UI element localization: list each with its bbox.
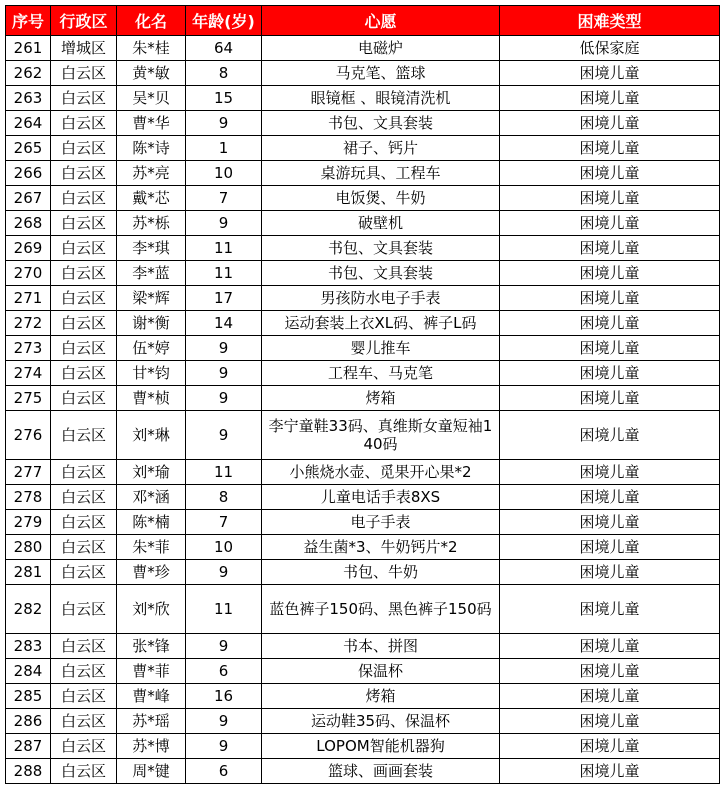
cell-wish: 烤箱 <box>262 684 500 709</box>
table-row <box>6 585 720 634</box>
cell-no: 288 <box>6 759 51 784</box>
wish-list-table <box>5 5 720 784</box>
table-row <box>6 386 720 411</box>
cell-district: 白云区 <box>51 460 117 485</box>
cell-no: 286 <box>6 709 51 734</box>
cell-wish: 运动套装上衣XL码、裤子L码 <box>262 311 500 336</box>
cell-age: 9 <box>186 386 262 411</box>
table-row <box>6 111 720 136</box>
cell-type: 困境儿童 <box>500 734 720 759</box>
cell-type: 困境儿童 <box>500 634 720 659</box>
table-row <box>6 336 720 361</box>
table-row <box>6 211 720 236</box>
cell-type: 困境儿童 <box>500 361 720 386</box>
cell-district: 白云区 <box>51 510 117 535</box>
cell-no: 266 <box>6 161 51 186</box>
cell-wish: 烤箱 <box>262 386 500 411</box>
cell-name: 周*键 <box>117 759 186 784</box>
cell-wish: 电子手表 <box>262 510 500 535</box>
cell-type: 困境儿童 <box>500 560 720 585</box>
cell-name: 陈*楠 <box>117 510 186 535</box>
cell-no: 279 <box>6 510 51 535</box>
header-district: 行政区 <box>51 6 117 36</box>
cell-wish: 电磁炉 <box>262 36 500 61</box>
cell-no: 281 <box>6 560 51 585</box>
table-row <box>6 659 720 684</box>
header-age: 年龄(岁) <box>186 6 262 36</box>
cell-district: 白云区 <box>51 634 117 659</box>
cell-no: 276 <box>6 411 51 460</box>
header-wish: 心愿 <box>262 6 500 36</box>
cell-district: 白云区 <box>51 585 117 634</box>
cell-wish: LOPOM智能机器狗 <box>262 734 500 759</box>
cell-name: 梁*辉 <box>117 286 186 311</box>
cell-name: 苏*亮 <box>117 161 186 186</box>
cell-no: 282 <box>6 585 51 634</box>
table-row <box>6 36 720 61</box>
cell-age: 11 <box>186 261 262 286</box>
cell-age: 9 <box>186 634 262 659</box>
cell-age: 8 <box>186 485 262 510</box>
cell-age: 9 <box>186 361 262 386</box>
cell-wish: 电饭煲、牛奶 <box>262 186 500 211</box>
cell-name: 戴*芯 <box>117 186 186 211</box>
cell-age: 9 <box>186 336 262 361</box>
cell-district: 白云区 <box>51 485 117 510</box>
cell-name: 曹*菲 <box>117 659 186 684</box>
cell-no: 261 <box>6 36 51 61</box>
cell-district: 增城区 <box>51 36 117 61</box>
cell-district: 白云区 <box>51 61 117 86</box>
cell-age: 7 <box>186 186 262 211</box>
cell-type: 困境儿童 <box>500 386 720 411</box>
table-row <box>6 634 720 659</box>
cell-type: 低保家庭 <box>500 36 720 61</box>
cell-district: 白云区 <box>51 136 117 161</box>
cell-type: 困境儿童 <box>500 709 720 734</box>
cell-type: 困境儿童 <box>500 236 720 261</box>
cell-district: 白云区 <box>51 684 117 709</box>
cell-no: 265 <box>6 136 51 161</box>
cell-age: 16 <box>186 684 262 709</box>
cell-age: 9 <box>186 709 262 734</box>
cell-no: 262 <box>6 61 51 86</box>
cell-wish: 裙子、钙片 <box>262 136 500 161</box>
table-row <box>6 311 720 336</box>
cell-name: 甘*钧 <box>117 361 186 386</box>
cell-district: 白云区 <box>51 111 117 136</box>
cell-type: 困境儿童 <box>500 261 720 286</box>
cell-wish: 破壁机 <box>262 211 500 236</box>
cell-no: 267 <box>6 186 51 211</box>
cell-name: 刘*琳 <box>117 411 186 460</box>
cell-no: 285 <box>6 684 51 709</box>
cell-age: 9 <box>186 734 262 759</box>
cell-no: 284 <box>6 659 51 684</box>
cell-district: 白云区 <box>51 759 117 784</box>
cell-no: 274 <box>6 361 51 386</box>
cell-wish: 运动鞋35码、保温杯 <box>262 709 500 734</box>
cell-name: 陈*诗 <box>117 136 186 161</box>
cell-no: 273 <box>6 336 51 361</box>
cell-wish: 保温杯 <box>262 659 500 684</box>
cell-name: 伍*婷 <box>117 336 186 361</box>
cell-name: 黄*敏 <box>117 61 186 86</box>
cell-district: 白云区 <box>51 186 117 211</box>
table-row <box>6 186 720 211</box>
cell-district: 白云区 <box>51 734 117 759</box>
cell-wish: 儿童电话手表8XS <box>262 485 500 510</box>
table-row <box>6 61 720 86</box>
table-row <box>6 236 720 261</box>
cell-district: 白云区 <box>51 86 117 111</box>
cell-age: 11 <box>186 460 262 485</box>
cell-name: 曹*华 <box>117 111 186 136</box>
table-row <box>6 485 720 510</box>
cell-type: 困境儿童 <box>500 411 720 460</box>
table-row <box>6 709 720 734</box>
table-row <box>6 684 720 709</box>
cell-no: 272 <box>6 311 51 336</box>
cell-age: 11 <box>186 585 262 634</box>
cell-no: 263 <box>6 86 51 111</box>
cell-type: 困境儿童 <box>500 659 720 684</box>
cell-no: 271 <box>6 286 51 311</box>
cell-wish: 李宁童鞋33码、真维斯女童短袖140码 <box>262 411 500 460</box>
cell-name: 刘*欣 <box>117 585 186 634</box>
cell-wish: 书包、文具套装 <box>262 261 500 286</box>
header-no: 序号 <box>6 6 51 36</box>
cell-district: 白云区 <box>51 286 117 311</box>
cell-wish: 书本、拼图 <box>262 634 500 659</box>
cell-age: 1 <box>186 136 262 161</box>
header-type: 困难类型 <box>500 6 720 36</box>
cell-type: 困境儿童 <box>500 286 720 311</box>
cell-name: 张*锋 <box>117 634 186 659</box>
cell-wish: 书包、牛奶 <box>262 560 500 585</box>
cell-age: 9 <box>186 111 262 136</box>
cell-no: 264 <box>6 111 51 136</box>
table-row <box>6 86 720 111</box>
cell-name: 朱*菲 <box>117 535 186 560</box>
table-row <box>6 734 720 759</box>
table-header <box>6 6 720 36</box>
cell-district: 白云区 <box>51 361 117 386</box>
cell-no: 283 <box>6 634 51 659</box>
cell-name: 谢*衡 <box>117 311 186 336</box>
cell-no: 269 <box>6 236 51 261</box>
cell-age: 15 <box>186 86 262 111</box>
cell-type: 困境儿童 <box>500 460 720 485</box>
cell-no: 270 <box>6 261 51 286</box>
cell-type: 困境儿童 <box>500 485 720 510</box>
cell-age: 64 <box>186 36 262 61</box>
cell-district: 白云区 <box>51 161 117 186</box>
cell-wish: 书包、文具套装 <box>262 111 500 136</box>
cell-age: 17 <box>186 286 262 311</box>
cell-type: 困境儿童 <box>500 211 720 236</box>
cell-name: 邓*涵 <box>117 485 186 510</box>
cell-name: 朱*桂 <box>117 36 186 61</box>
cell-district: 白云区 <box>51 535 117 560</box>
cell-name: 苏*栎 <box>117 211 186 236</box>
cell-type: 困境儿童 <box>500 311 720 336</box>
cell-no: 287 <box>6 734 51 759</box>
cell-district: 白云区 <box>51 311 117 336</box>
cell-type: 困境儿童 <box>500 510 720 535</box>
cell-type: 困境儿童 <box>500 535 720 560</box>
cell-type: 困境儿童 <box>500 186 720 211</box>
cell-name: 苏*瑶 <box>117 709 186 734</box>
cell-type: 困境儿童 <box>500 86 720 111</box>
cell-age: 10 <box>186 161 262 186</box>
cell-district: 白云区 <box>51 560 117 585</box>
table-row <box>6 261 720 286</box>
cell-age: 7 <box>186 510 262 535</box>
cell-no: 277 <box>6 460 51 485</box>
cell-age: 14 <box>186 311 262 336</box>
cell-type: 困境儿童 <box>500 161 720 186</box>
cell-name: 苏*博 <box>117 734 186 759</box>
cell-name: 吴*贝 <box>117 86 186 111</box>
cell-district: 白云区 <box>51 386 117 411</box>
cell-wish: 眼镜框 、眼镜清洗机 <box>262 86 500 111</box>
cell-wish: 马克笔、篮球 <box>262 61 500 86</box>
table-row <box>6 161 720 186</box>
cell-name: 李*蓝 <box>117 261 186 286</box>
table-row <box>6 560 720 585</box>
cell-name: 刘*瑜 <box>117 460 186 485</box>
cell-wish: 益生菌*3、牛奶钙片*2 <box>262 535 500 560</box>
cell-wish: 桌游玩具、工程车 <box>262 161 500 186</box>
cell-name: 曹*桢 <box>117 386 186 411</box>
table-row <box>6 136 720 161</box>
table-row <box>6 286 720 311</box>
table-body <box>6 36 720 784</box>
cell-district: 白云区 <box>51 659 117 684</box>
cell-district: 白云区 <box>51 236 117 261</box>
cell-type: 困境儿童 <box>500 585 720 634</box>
cell-type: 困境儿童 <box>500 336 720 361</box>
cell-age: 9 <box>186 411 262 460</box>
cell-no: 275 <box>6 386 51 411</box>
cell-type: 困境儿童 <box>500 111 720 136</box>
cell-wish: 工程车、马克笔 <box>262 361 500 386</box>
cell-wish: 篮球、画画套装 <box>262 759 500 784</box>
cell-district: 白云区 <box>51 261 117 286</box>
table-row <box>6 460 720 485</box>
cell-wish: 男孩防水电子手表 <box>262 286 500 311</box>
cell-type: 困境儿童 <box>500 684 720 709</box>
header-name: 化名 <box>117 6 186 36</box>
cell-age: 6 <box>186 659 262 684</box>
cell-district: 白云区 <box>51 709 117 734</box>
cell-age: 8 <box>186 61 262 86</box>
cell-no: 280 <box>6 535 51 560</box>
cell-age: 9 <box>186 560 262 585</box>
cell-name: 曹*珍 <box>117 560 186 585</box>
table-row <box>6 510 720 535</box>
cell-no: 278 <box>6 485 51 510</box>
table-row <box>6 759 720 784</box>
cell-wish: 蓝色裤子150码、黑色裤子150码 <box>262 585 500 634</box>
cell-name: 曹*峰 <box>117 684 186 709</box>
cell-type: 困境儿童 <box>500 136 720 161</box>
table-row <box>6 361 720 386</box>
table-row <box>6 411 720 460</box>
cell-type: 困境儿童 <box>500 759 720 784</box>
cell-age: 10 <box>186 535 262 560</box>
cell-wish: 婴儿推车 <box>262 336 500 361</box>
cell-type: 困境儿童 <box>500 61 720 86</box>
cell-no: 268 <box>6 211 51 236</box>
cell-age: 11 <box>186 236 262 261</box>
cell-district: 白云区 <box>51 336 117 361</box>
cell-name: 李*琪 <box>117 236 186 261</box>
cell-district: 白云区 <box>51 411 117 460</box>
table-row <box>6 535 720 560</box>
cell-age: 9 <box>186 211 262 236</box>
cell-age: 6 <box>186 759 262 784</box>
cell-district: 白云区 <box>51 211 117 236</box>
cell-wish: 小熊烧水壶、觅果开心果*2 <box>262 460 500 485</box>
cell-wish: 书包、文具套装 <box>262 236 500 261</box>
header-row <box>6 6 720 36</box>
